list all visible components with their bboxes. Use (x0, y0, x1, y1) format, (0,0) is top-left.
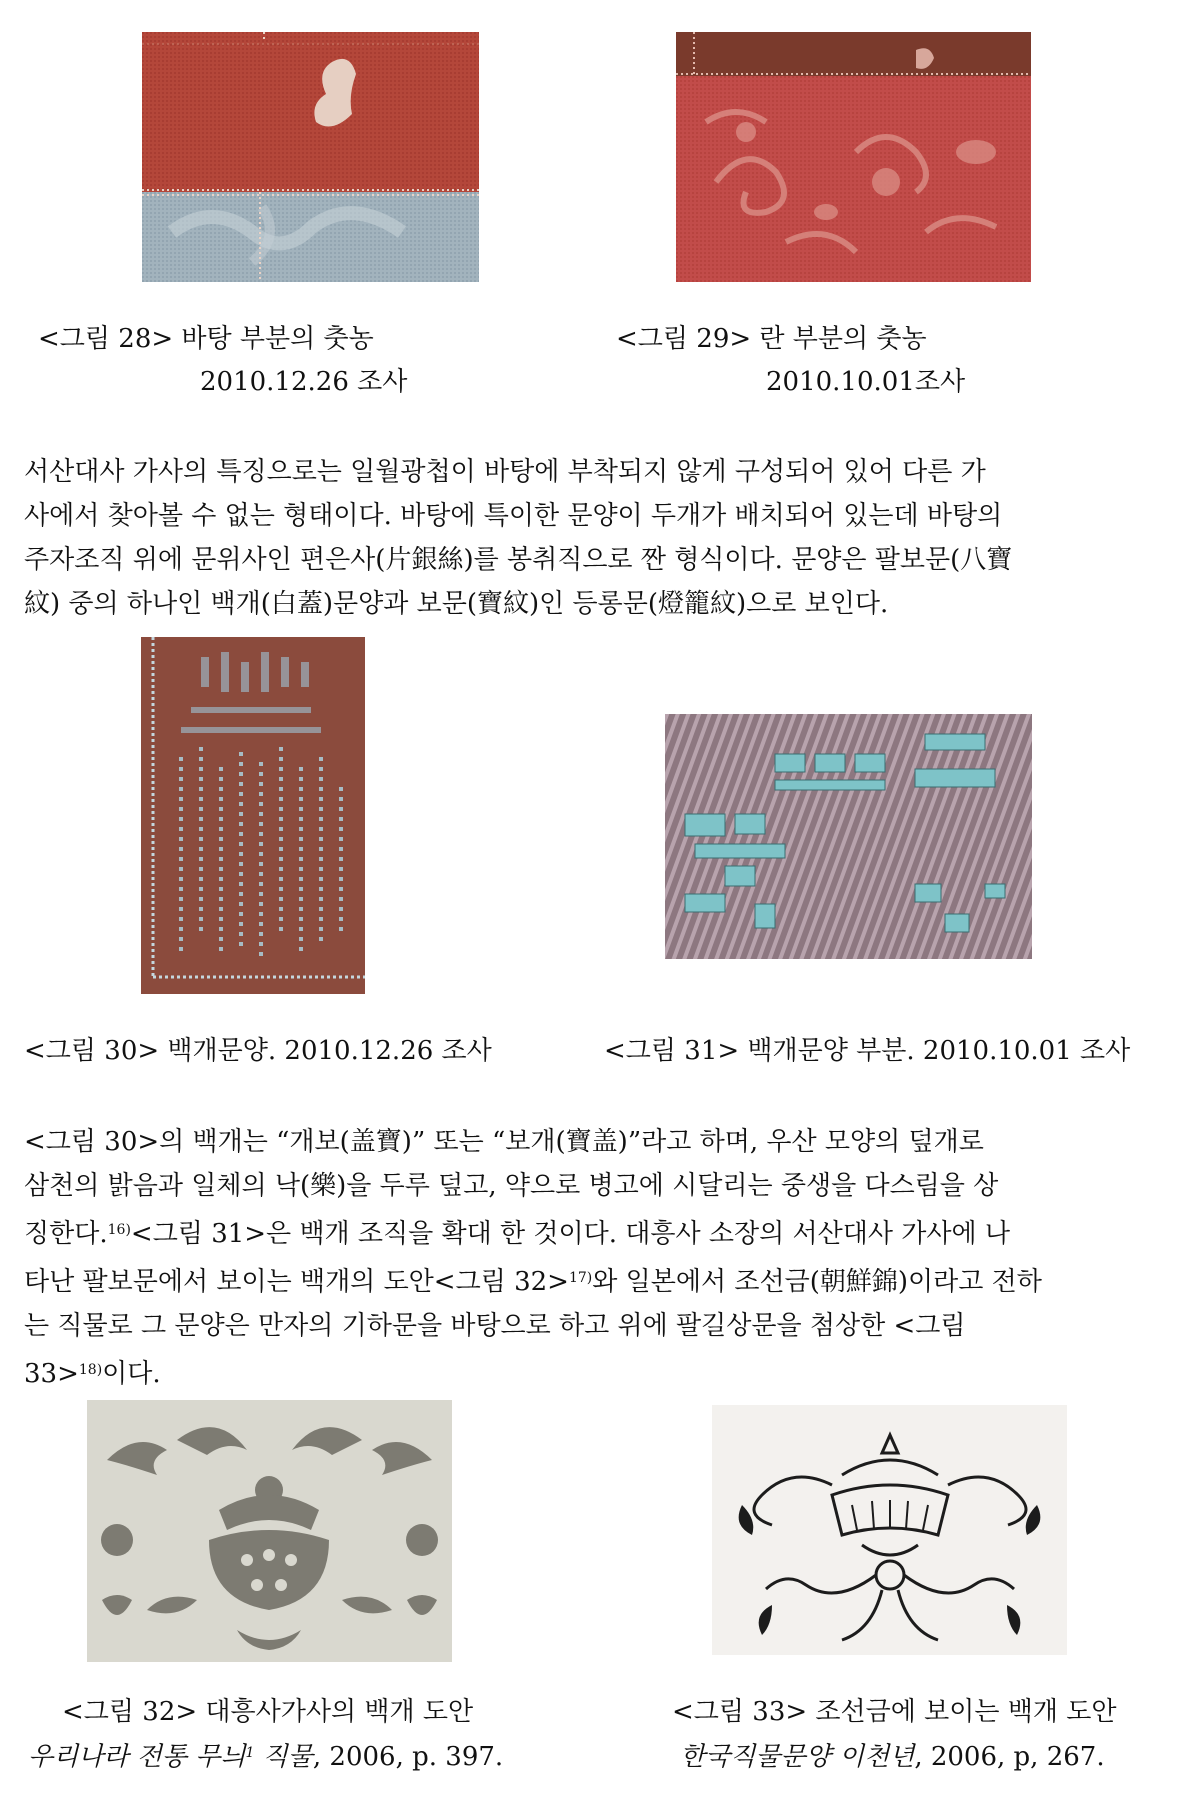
paragraph-line: 紋) 중의 하나인 백개(白蓋)문양과 보문(寶紋)인 등롱문(燈籠紋)으로 보인다. (24, 589, 889, 619)
paragraph-line: 삼천의 밝음과 일체의 낙(樂)을 두루 덮고, 약으로 병고에 시달리는 중생을 다스림을 상 (24, 1171, 999, 1201)
fig31-caption: <그림 31> 백개문양 부분. 2010.10.01 조사 (604, 1036, 1131, 1066)
fig28-survey-date: 2010.12.26 조사 (200, 367, 408, 397)
footnote-ref: 16) (107, 1222, 131, 1238)
text-fragment: 와 일본에서 조선금(朝鮮錦)이라고 전하 (592, 1267, 1042, 1297)
fig28-caption: <그림 28> 바탕 부분의 춧농 (38, 324, 374, 354)
body-paragraph-2 (24, 1120, 1160, 1396)
source-title: 우리나라 전통 무늬 (28, 1742, 246, 1772)
source-details: , 2006, p. 397. (312, 1742, 504, 1772)
source-title: 직물 (254, 1742, 313, 1772)
fig32-source (28, 1742, 503, 1773)
text-fragment: <그림 31>은 백개 조직을 확대 한 것이다. 대흥사 소장의 서산대사 가사에 나 (130, 1219, 1010, 1249)
fig33-illustration (712, 1405, 1067, 1655)
paragraph-line (24, 1256, 1160, 1304)
body-paragraph-1 (24, 450, 1160, 626)
paragraph-line: 주자조직 위에 문위사인 편은사(片銀絲)를 봉취직으로 짠 형식이다. 문양은 팔보문(八寶 (24, 545, 1013, 575)
fig32-illustration (87, 1400, 452, 1662)
fig29-caption: <그림 29> 란 부분의 춧농 (616, 324, 927, 354)
fig29-survey-date: 2010.10.01조사 (766, 367, 966, 397)
text-fragment: 징한다. (24, 1219, 108, 1249)
footnote-ref: 18) (78, 1362, 103, 1378)
paragraph-line: 사에서 찾아볼 수 없는 형태이다. 바탕에 특이한 문양이 두개가 배치되어 있는데 바탕의 (24, 501, 1003, 531)
paragraph-line (24, 1348, 1160, 1396)
paragraph-line: 는 직물로 그 문양은 만자의 기하문을 바탕으로 하고 위에 팔길상문을 첨상한 <그림 (24, 1311, 966, 1341)
text-fragment: 타난 팔보문에서 보이는 백개의 도안<그림 32> (24, 1267, 569, 1297)
fig33-source (680, 1742, 1105, 1773)
text-fragment: 이다. (102, 1359, 161, 1389)
source-details: , 2006, p, 267. (914, 1742, 1105, 1772)
fig28-photo (142, 32, 479, 282)
fig33-caption: <그림 33> 조선금에 보이는 백개 도안 (672, 1697, 1117, 1727)
source-title: 한국직물문양 이천년 (680, 1742, 915, 1772)
fig31-photo (665, 714, 1032, 959)
paragraph-line: 서산대사 가사의 특징으로는 일월광첩이 바탕에 부착되지 않게 구성되어 있어 다른 가 (24, 457, 986, 487)
fig30-photo (141, 637, 365, 994)
fig32-caption: <그림 32> 대흥사가사의 백개 도안 (62, 1697, 474, 1727)
paragraph-line: <그림 30>의 백개는 “개보(盖寶)” 또는 “보개(寶盖)”라고 하며, 우산 모양의 덮개로 (24, 1127, 984, 1157)
fig30-caption: <그림 30> 백개문양. 2010.12.26 조사 (24, 1036, 492, 1066)
paragraph-line (24, 1208, 1160, 1256)
text-fragment: 33> (24, 1359, 79, 1389)
footnote-ref: 17) (568, 1270, 593, 1286)
footnote-ref: 1 (245, 1745, 255, 1761)
fig29-photo (676, 32, 1031, 282)
